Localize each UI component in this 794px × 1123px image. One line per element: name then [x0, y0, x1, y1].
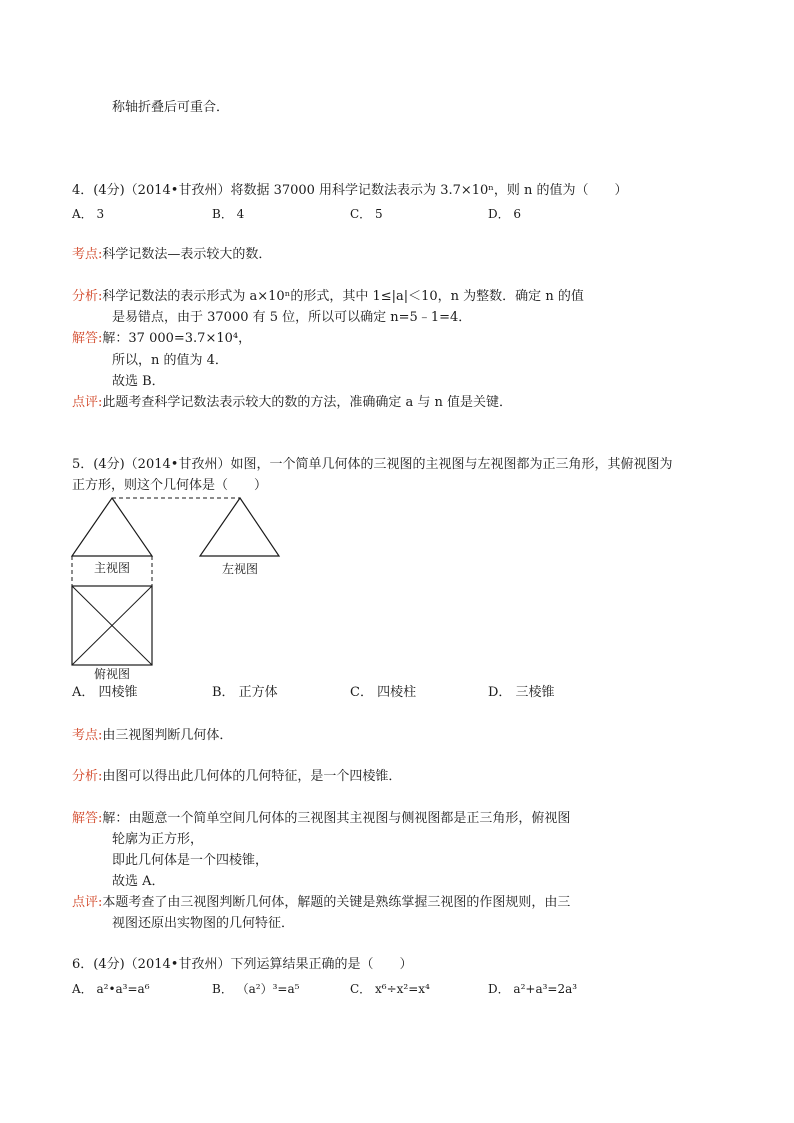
q5-kaodian-text: 由三视图判断几何体．: [102, 728, 233, 743]
q5-fenxi: [72, 768, 401, 786]
q4-option-d: D． 6: [488, 207, 522, 221]
q5-jieda-line-2: 轮廓为正方形，: [112, 832, 204, 847]
q5-dianping: [72, 894, 570, 912]
q4-fenxi: [72, 288, 584, 306]
q6-option-a: A． a²•a³=a⁶: [72, 982, 150, 996]
q4-dianping: [72, 394, 512, 412]
q4-jieda-label: 解答:: [72, 331, 103, 346]
q6-stem: 6．(4分)（2014•甘孜州）下列运算结果正确的是（ ）: [72, 957, 413, 972]
q5-option-d: D． 三棱锥: [488, 685, 555, 700]
q4-kaodian-text: 科学记数法—表示较大的数．: [102, 247, 272, 262]
left-view-label: 左视图: [221, 562, 259, 576]
q5-option-c: C． 四棱柱: [350, 685, 417, 700]
q4-fenxi-line-2: 是易错点，由于 37000 有 5 位，所以可以确定 n=5﹣1=4．: [112, 310, 472, 325]
q4-jieda: [72, 330, 251, 348]
q5-stem-line-1: 5．(4分)（2014•甘孜州）如图，一个简单几何体的三视图的主视图与左视图都为正三角形，其俯视图为: [72, 457, 673, 472]
q5-jieda-line-3: 即此几何体是一个四棱锥，: [112, 853, 269, 868]
front-view-label: 主视图: [93, 561, 131, 575]
q4-jieda-line-1: 解：37 000=3.7×10⁴，: [102, 331, 252, 346]
q4-stem: 4．(4分)（2014•甘孜州）将数据 37000 用科学记数法表示为 3.7×10ⁿ，则 n 的值为（ ）: [72, 183, 628, 198]
q4-jieda-line-3: 故选 B．: [112, 374, 165, 389]
q5-dianping-line-2: 视图还原出实物图的几何特征．: [112, 916, 295, 931]
q5-dianping-label: 点评:: [72, 895, 103, 910]
top-view-label: 俯视图: [93, 667, 131, 681]
q5-jieda-line-1: 解：由题意一个简单空间几何体的三视图其主视图与侧视图都是正三角形，俯视图: [102, 811, 571, 826]
front-view-triangle: [72, 498, 152, 556]
continued-text: 称轴折叠后可重合．: [112, 100, 230, 115]
q5-option-b: B． 正方体: [212, 685, 278, 700]
q5-kaodian: [72, 727, 232, 745]
q4-jieda-line-2: 所以，n 的值为 4．: [112, 353, 228, 368]
q4-option-a: A． 3: [72, 207, 105, 221]
q4-kaodian-label: 考点:: [72, 247, 103, 262]
three-views-figure: [66, 494, 291, 684]
q5-jieda: [72, 810, 570, 828]
q5-jieda-line-4: 故选 A．: [112, 874, 165, 889]
q4-option-b: B． 4: [212, 207, 245, 221]
q4-option-c: C． 5: [350, 207, 383, 221]
q5-kaodian-label: 考点:: [72, 728, 103, 743]
q5-fenxi-text: 由图可以得出此几何体的几何特征，是一个四棱锥．: [102, 769, 402, 784]
q5-stem-line-2: 正方形，则这个几何体是（ ）: [72, 478, 268, 493]
q4-fenxi-line-1: 科学记数法的表示形式为 a×10ⁿ的形式，其中 1≤|a|＜10，n 为整数．确定 n 的值: [102, 289, 584, 304]
q5-jieda-label: 解答:: [72, 811, 103, 826]
q6-option-d: D． a²+a³=2a³: [488, 982, 578, 996]
q5-option-a: A． 四棱锥: [72, 685, 138, 700]
q6-option-b: B． （a²）³=a⁵: [212, 982, 300, 996]
q5-dianping-line-1: 本题考查了由三视图判断几何体，解题的关键是熟练掌握三视图的作图规则，由三: [102, 895, 571, 910]
q6-option-c: C． x⁶÷x²=x⁴: [350, 982, 430, 996]
q4-dianping-text: 此题考查科学记数法表示较大的数的方法，准确确定 a 与 n 值是关键．: [102, 395, 513, 410]
left-view-triangle: [200, 498, 279, 556]
q4-dianping-label: 点评:: [72, 395, 103, 410]
q4-kaodian: [72, 246, 271, 264]
q5-fenxi-label: 分析:: [72, 769, 103, 784]
q4-fenxi-label: 分析:: [72, 289, 103, 304]
